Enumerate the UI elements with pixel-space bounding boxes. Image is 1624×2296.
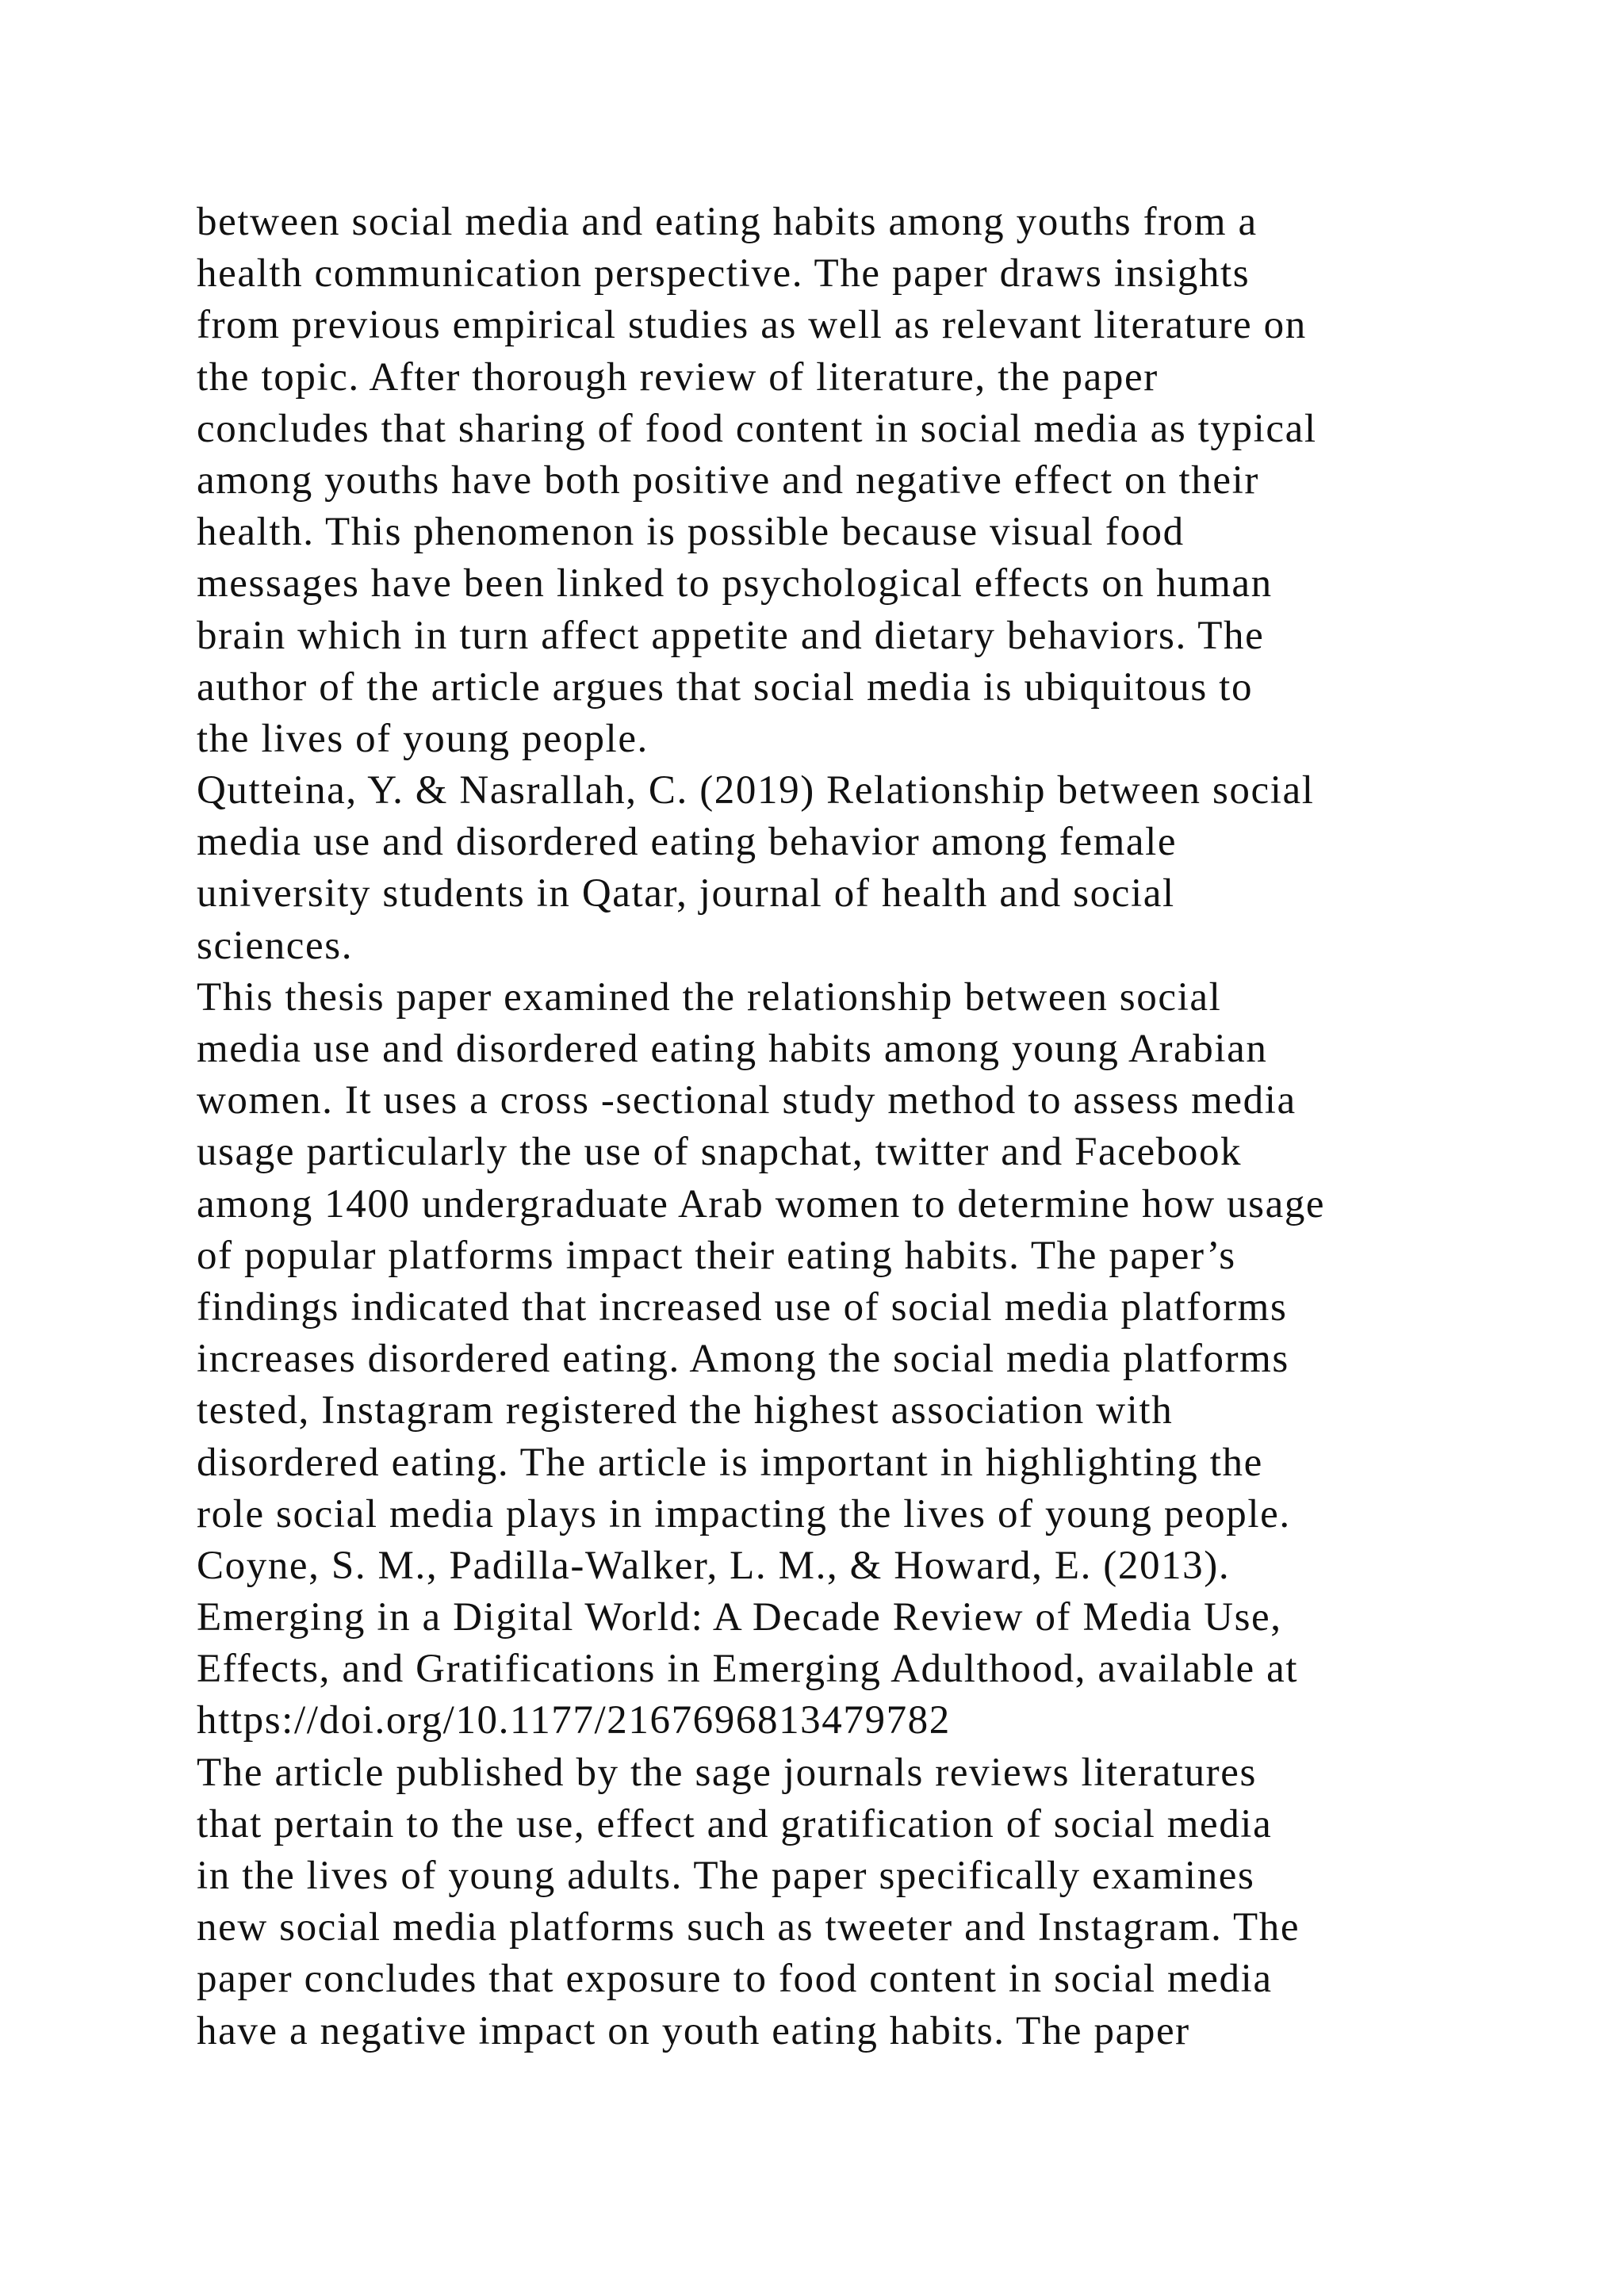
text-line: among youths have both positive and negative effect on their: [197, 457, 1259, 503]
text-line: from previous empirical studies as well as relevant literature on: [197, 303, 1307, 348]
text-line: the lives of young people.: [197, 716, 649, 761]
text-line: women. It uses a cross -sectional study method to assess media: [197, 1078, 1297, 1123]
text-line: disordered eating. The article is important in highlighting the: [197, 1440, 1263, 1485]
text-line: tested, Instagram registered the highest association with: [197, 1388, 1174, 1433]
text-line: The article published by the sage journals reviews literatures: [197, 1750, 1257, 1795]
text-line: findings indicated that increased use of social media platforms: [197, 1284, 1288, 1330]
text-line: role social media plays in impacting the lives of young people.: [197, 1491, 1291, 1536]
text-line: of popular platforms impact their eating habits. The paper’s: [197, 1233, 1236, 1278]
text-line: author of the article argues that social media is ubiquitous to: [197, 664, 1254, 710]
text-line: media use and disordered eating habits among young Arabian: [197, 1027, 1268, 1071]
reference-line: Emerging in a Digital World: A Decade Review of Media Use,: [197, 1595, 1282, 1640]
text-line: have a negative impact on youth eating habits. The paper: [197, 2008, 1190, 2053]
text-line: that pertain to the use, effect and gratification of social media: [197, 1801, 1273, 1846]
text-line: brain which in turn affect appetite and dietary behaviors. The: [197, 613, 1265, 658]
text-line: concludes that sharing of food content in social media as typical: [197, 406, 1317, 451]
reference-line: Coyne, S. M., Padilla-Walker, L. M., & Howard, E. (2013).: [197, 1543, 1231, 1588]
text-line: This thesis paper examined the relationship between social: [197, 974, 1222, 1020]
text-line: increases disordered eating. Among the social media platforms: [197, 1337, 1289, 1382]
reference-line: media use and disordered eating behavior among female: [197, 820, 1178, 865]
text-line: in the lives of young adults. The paper specifically examines: [197, 1854, 1255, 1898]
text-line: paper concludes that exposure to food content in social media: [197, 1957, 1273, 2002]
body-text: [197, 197, 1513, 2057]
reference-line: university students in Qatar, journal of health and social: [197, 871, 1175, 916]
text-line: usage particularly the use of snapchat, twitter and Facebook: [197, 1130, 1243, 1175]
text-line: among 1400 undergraduate Arab women to determine how usage: [197, 1181, 1326, 1226]
text-line: new social media platforms such as tweeter and Instagram. The: [197, 1905, 1300, 1950]
reference-line: Effects, and Gratifications in Emerging Adulthood, available at: [197, 1647, 1299, 1692]
reference-line: sciences.: [197, 923, 354, 968]
text-line: health. This phenomenon is possible because visual food: [197, 510, 1185, 555]
text-line: health communication perspective. The paper draws insights: [197, 251, 1251, 297]
text-line: the topic. After thorough review of literature, the paper: [197, 354, 1159, 400]
text-line: messages have been linked to psychological effects on human: [197, 561, 1273, 607]
reference-url: https://doi.org/10.1177/2167696813479782: [197, 1698, 951, 1743]
text-line: between social media and eating habits among youths from a: [197, 200, 1258, 244]
reference-line: Qutteina, Y. & Nasrallah, C. (2019) Relationship between social: [197, 768, 1315, 813]
